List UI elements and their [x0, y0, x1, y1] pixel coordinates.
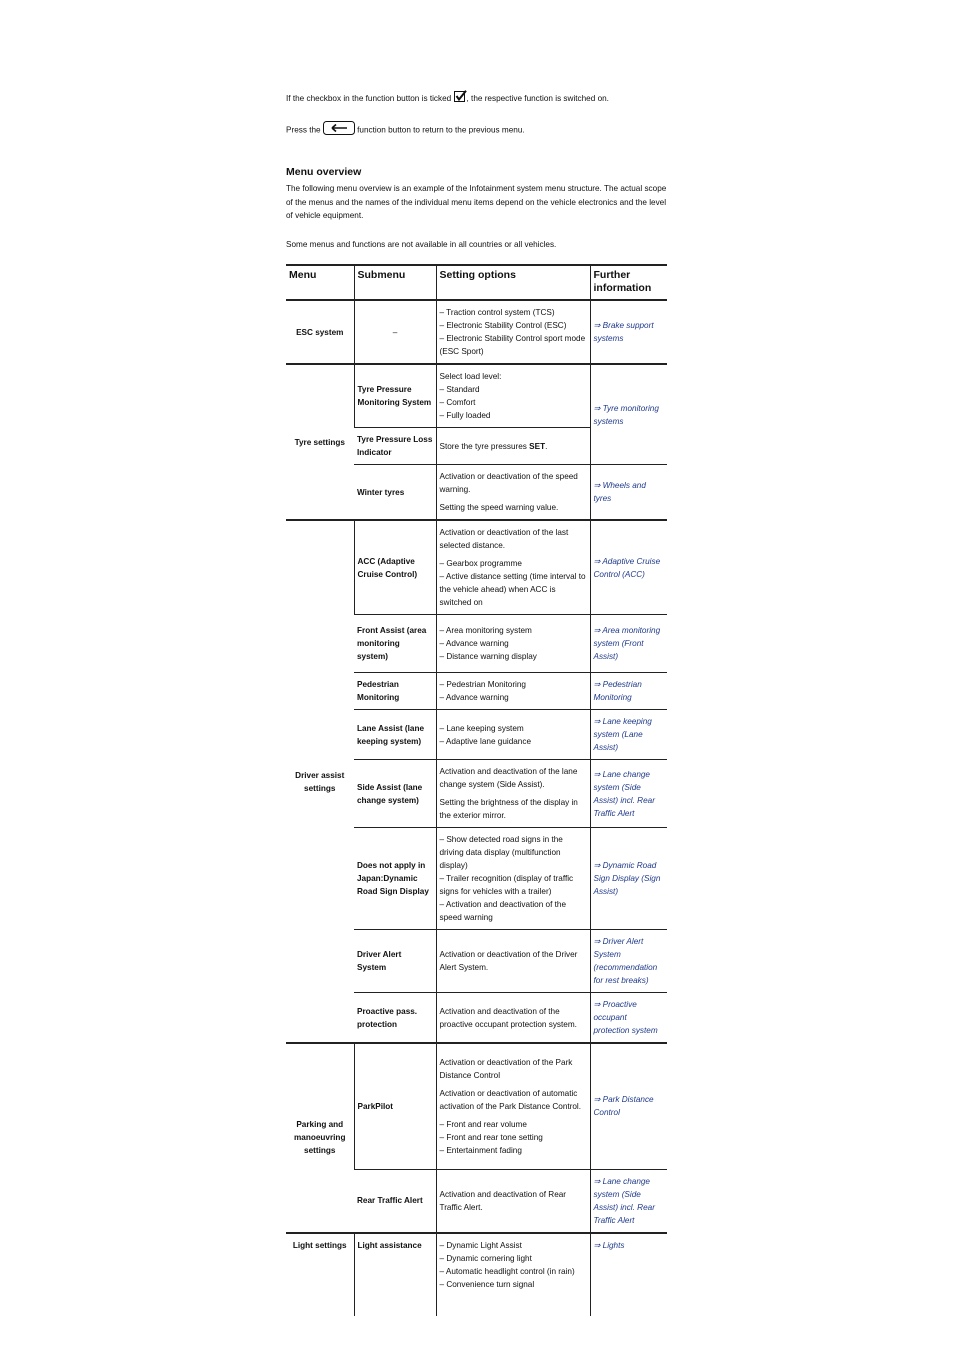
submenu-cell: ParkPilot — [354, 1043, 436, 1169]
submenu-cell: Tyre Pressure Loss Indicator — [354, 428, 436, 465]
options-cell — [436, 1043, 590, 1169]
options-cell — [436, 828, 590, 930]
option-line: – Fully loaded — [439, 411, 491, 420]
option-line: – Comfort — [439, 398, 476, 407]
options-cell — [436, 428, 590, 465]
table-row — [286, 364, 667, 428]
submenu-cell: Front Assist (area monitoring system) — [354, 615, 436, 673]
checkbox-instruction — [286, 90, 686, 108]
options-cell — [436, 710, 590, 760]
option-line: Activation and deactivation of the lane change system (Side Assist). — [439, 767, 578, 789]
option-line: – Gearbox programme — [439, 559, 522, 568]
option-line: – Automatic headlight control (in rain) — [439, 1266, 575, 1276]
option-text: . — [545, 441, 548, 451]
options-cell — [436, 673, 590, 710]
option-line: Activation and deactivation of the proactive occupant protection system. — [439, 1006, 577, 1029]
header-further-information: Further information — [590, 265, 667, 300]
lane-change-link[interactable]: ⇒ Lane change system (Side Assist) incl. Rear Traffic Alert — [590, 760, 667, 828]
option-line: – Distance warning display — [439, 652, 537, 661]
options-cell — [436, 615, 590, 673]
option-line: – Advance warning — [439, 639, 509, 648]
submenu-cell: Winter tyres — [354, 465, 436, 521]
submenu-cell: Proactive pass. protection — [354, 993, 436, 1044]
option-line: – Active distance setting (time interval to the vehicle ahead) when ACC is switched on — [439, 572, 586, 607]
options-cell — [436, 760, 590, 828]
menu-cell: Light settings — [292, 1240, 347, 1250]
set-label: SET — [529, 441, 546, 451]
option-line: – Area monitoring system — [439, 626, 532, 635]
option-line: – Pedestrian Monitoring — [439, 680, 526, 689]
options-cell — [436, 1169, 590, 1233]
tyre-monitoring-link[interactable]: ⇒ Tyre monitoring systems — [590, 364, 667, 465]
table-row — [286, 1043, 667, 1169]
option-line: Activation and deactivation of Rear Traffic Alert. — [439, 1189, 567, 1212]
park-distance-link[interactable]: ⇒ Park Distance Control — [590, 1043, 667, 1169]
option-line: – Standard — [439, 385, 480, 394]
option-line: Activation or deactivation of the speed warning. — [439, 472, 578, 494]
pedestrian-monitoring-link[interactable]: ⇒ Pedestrian Monitoring — [590, 673, 667, 710]
option-line: – Electronic Stability Control sport mode (ESC Sport) — [439, 334, 586, 356]
header-menu: Menu — [286, 265, 354, 300]
back-arrow-icon — [323, 121, 355, 140]
option-line: – Trailer recognition (display of traffic signs for vehicles with a trailer) — [439, 874, 574, 896]
submenu-cell: Does not apply in Japan:Dynamic Road Sign Display — [354, 828, 436, 930]
checkbox-text-before: If the checkbox in the function button is ticked — [286, 93, 452, 103]
rear-traffic-link[interactable]: ⇒ Lane change system (Side Assist) incl. Rear Traffic Alert — [590, 1169, 667, 1233]
option-line: – Traction control system (TCS) — [439, 308, 555, 317]
header-submenu: Submenu — [354, 265, 436, 300]
submenu-cell: – — [354, 300, 436, 364]
option-line: – Lane keeping system — [439, 723, 524, 733]
options-cell — [436, 1233, 590, 1316]
brake-support-link[interactable]: ⇒ Brake support systems — [590, 300, 667, 364]
menu-cell: Tyre settings — [286, 364, 354, 520]
menu-overview-table — [286, 264, 667, 1316]
checkbox-text-after: , the respective function is switched on. — [466, 93, 609, 103]
section-description: The following menu overview is an example of the Infotainment system menu structure. The actual scope of the menus and the names of the individual menu items depend on the vehicle electronics and the level of vehicle equipment. — [286, 184, 667, 220]
submenu-cell: ACC (Adaptive Cruise Control) — [354, 520, 436, 615]
back-text-before: Press the — [286, 125, 321, 135]
option-line: – Dynamic Light Assist — [439, 1240, 522, 1250]
table-row — [286, 1233, 667, 1316]
options-cell — [436, 993, 590, 1044]
options-cell — [436, 364, 590, 428]
option-line: Setting the brightness of the display in the exterior mirror. — [439, 798, 578, 820]
table-row — [286, 300, 667, 364]
submenu-cell: Rear Traffic Alert — [354, 1169, 436, 1233]
option-line: Setting the speed warning value. — [439, 503, 559, 512]
option-line: Activation or deactivation of automatic activation of the Park Distance Control. — [439, 1088, 582, 1111]
option-line: – Front and rear volume – Front and rear tone setting – Entertainment fading — [439, 1119, 543, 1155]
checkbox-ticked-icon — [454, 90, 467, 108]
proactive-protection-link[interactable]: ⇒ Proactive occupant protection system — [590, 993, 667, 1044]
menu-cell: Parking and manoeuvring settings — [286, 1043, 354, 1233]
option-line: – Show detected road signs in the driving data display (multifunction display) — [439, 835, 563, 870]
dynamic-road-sign-link[interactable]: ⇒ Dynamic Road Sign Display (Sign Assist) — [590, 828, 667, 930]
submenu-cell: Driver Alert System — [354, 930, 436, 993]
menu-cell: ESC system — [286, 300, 354, 364]
option-line: Activation or deactivation of the last selected distance. — [439, 528, 569, 550]
lane-keeping-link[interactable]: ⇒ Lane keeping system (Lane Assist) — [590, 710, 667, 760]
options-cell — [436, 520, 590, 615]
wheels-tyres-link[interactable]: ⇒ Wheels and tyres — [590, 465, 667, 521]
area-monitoring-link[interactable]: ⇒ Area monitoring system (Front Assist) — [590, 615, 667, 673]
option-text: Store the tyre pressures — [439, 441, 530, 451]
acc-link[interactable]: ⇒ Adaptive Cruise Control (ACC) — [590, 520, 667, 615]
back-instruction — [286, 121, 686, 140]
submenu-cell: Lane Assist (lane keeping system) — [354, 710, 436, 760]
options-cell — [436, 465, 590, 521]
back-text-after: function button to return to the previous menu. — [357, 125, 525, 135]
submenu-cell: Light assistance — [354, 1233, 436, 1316]
option-line: Select load level: — [439, 372, 502, 381]
header-setting-options: Setting options — [436, 265, 590, 300]
submenu-cell: Side Assist (lane change system) — [354, 760, 436, 828]
submenu-cell: Tyre Pressure Monitoring System — [354, 364, 436, 428]
availability-note: Some menus and functions are not available in all countries or all vehicles. — [286, 240, 557, 249]
section-heading: Menu overview — [286, 166, 362, 178]
option-line: Activation or deactivation of the Driver Alert System. — [439, 950, 578, 972]
lights-link[interactable]: ⇒ Lights — [590, 1233, 667, 1316]
driver-alert-link[interactable]: ⇒ Driver Alert System (recommendation for rest breaks) — [590, 930, 667, 993]
table-row — [286, 520, 667, 615]
option-line: – Electronic Stability Control (ESC) — [439, 321, 567, 330]
table-header-row — [286, 265, 667, 300]
option-line: – Dynamic cornering light — [439, 1253, 532, 1263]
menu-cell: Driver assist settings — [286, 520, 354, 1043]
options-cell — [436, 930, 590, 993]
option-line: – Adaptive lane guidance — [439, 736, 532, 746]
option-line: – Activation and deactivation of the speed warning — [439, 900, 567, 922]
submenu-cell: Pedestrian Monitoring — [354, 673, 436, 710]
options-cell — [436, 300, 590, 364]
option-line: – Advance warning — [439, 693, 509, 702]
option-line: Activation or deactivation of the Park Distance Control — [439, 1057, 573, 1080]
option-line: – Convenience turn signal — [439, 1279, 535, 1289]
